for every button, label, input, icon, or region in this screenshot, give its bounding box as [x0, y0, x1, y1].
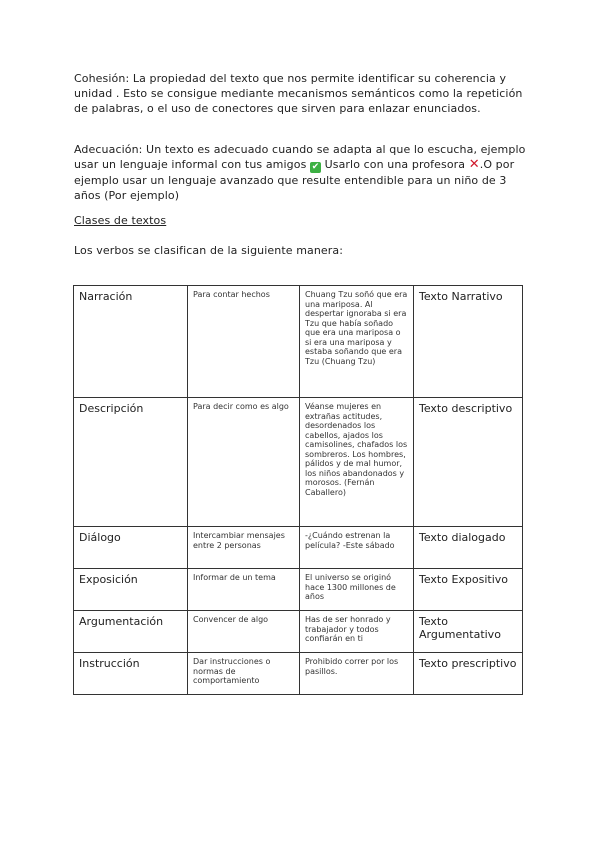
texto-cell: Texto dialogado — [414, 527, 523, 569]
adecuacion-text-3: .O por ejemplo usar un lenguaje avanzado que resulte entendible para un niño de 3 años (Por ejemplo) — [74, 158, 515, 202]
uso-cell: Para contar hechos — [188, 286, 300, 398]
texto-cell: Texto Expositivo — [414, 569, 523, 611]
ejemplo-cell: Véanse mujeres en extrañas actitudes, desordenados los cabellos, ajados los camisolines, chafados los sombreros. Los hombres, pálidos y de mal humor, los niños abandonados y morosos. (Fernán Caballero) — [300, 398, 414, 527]
tipo-cell: Narración — [74, 286, 188, 398]
uso-cell: Para decir como es algo — [188, 398, 300, 527]
adecuacion-text-2: Usarlo con una profesora — [321, 158, 469, 171]
ejemplo-cell: Prohibido correr por los pasillos. — [300, 653, 414, 695]
tipo-cell: Diálogo — [74, 527, 188, 569]
texto-cell: Texto Argumentativo — [414, 611, 523, 653]
tipo-cell: Exposición — [74, 569, 188, 611]
ejemplo-cell: Chuang Tzu soñó que era una mariposa. Al despertar ignoraba si era Tzu que había soñado que era una mariposa o si era una mariposa y estaba soñando que era Tzu (Chuang Tzu) — [300, 286, 414, 398]
texto-cell: Texto prescriptivo — [414, 653, 523, 695]
check-icon: ✔ — [311, 162, 320, 172]
table-row — [74, 286, 523, 398]
texto-cell: Texto descriptivo — [414, 398, 523, 527]
clases-heading: Clases de textos — [74, 214, 167, 227]
uso-cell: Intercambiar mensajes entre 2 personas — [188, 527, 300, 569]
cohesion-paragraph: Cohesión: La propiedad del texto que nos permite identificar su coherencia y unidad . Esto se consigue mediante mecanismos semánticos como la repetición de palabras, o el uso de conectores que sirven para enlazar enunciados. — [74, 72, 523, 115]
ejemplo-cell: El universo se originó hace 1300 millones de años — [300, 569, 414, 611]
ejemplo-cell: -¿Cuándo estrenan la película? -Este sábado — [300, 527, 414, 569]
tipo-cell: Descripción — [74, 398, 188, 527]
texto-cell: Texto Narrativo — [414, 286, 523, 398]
uso-cell: Informar de un tema — [188, 569, 300, 611]
adecuacion-text-1: Adecuación: Un texto es adecuado cuando se adapta al que lo escucha, ejemplo usar un lenguaje informal con tus amigos — [74, 143, 526, 171]
tipo-cell: Argumentación — [74, 611, 188, 653]
text-types-table — [73, 285, 523, 695]
uso-cell: Dar instrucciones o normas de comportamiento — [188, 653, 300, 695]
table-row — [74, 653, 523, 695]
table-row — [74, 398, 523, 527]
table-row — [74, 611, 523, 653]
table-row — [74, 527, 523, 569]
adecuacion-paragraph — [74, 142, 536, 203]
ejemplo-cell: Has de ser honrado y trabajador y todos confiarán en ti — [300, 611, 414, 653]
uso-cell: Convencer de algo — [188, 611, 300, 653]
tipo-cell: Instrucción — [74, 653, 188, 695]
verbos-intro: Los verbos se clasifican de la siguiente manera: — [74, 244, 344, 257]
cross-icon: ✕ — [468, 157, 480, 172]
table-row — [74, 569, 523, 611]
